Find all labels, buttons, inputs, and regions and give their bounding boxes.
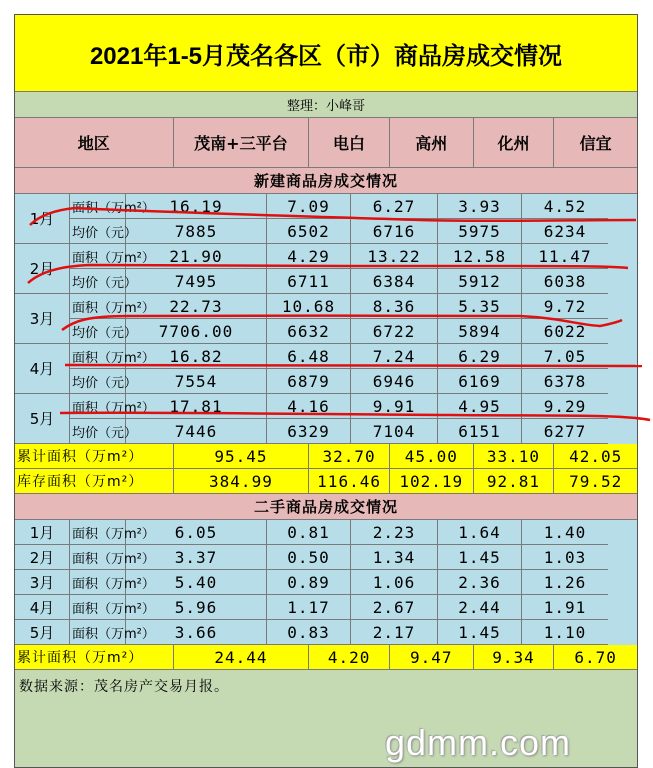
table-cell: 2.44 <box>438 595 522 620</box>
table-cell: 0.83 <box>267 620 351 645</box>
table-cell: 7706.00 <box>126 319 267 344</box>
month-label: 2月 <box>15 244 70 294</box>
table-row <box>70 369 637 394</box>
table-cell: 6879 <box>267 369 351 394</box>
table-cell: 8.36 <box>351 294 438 319</box>
table-cell: 5975 <box>438 219 522 244</box>
table-cell: 0.81 <box>267 520 351 545</box>
table-cell: 2.36 <box>438 570 522 595</box>
table-cell: 45.00 <box>390 444 474 469</box>
table-cell: 1.64 <box>438 520 522 545</box>
table-row <box>70 194 637 219</box>
column-header: 信宜 <box>554 118 637 168</box>
row-label: 均价（元） <box>70 419 126 444</box>
table-cell: 6022 <box>522 319 608 344</box>
month-block <box>15 294 637 344</box>
table-cell: 13.22 <box>351 244 438 269</box>
column-header-row <box>15 118 637 168</box>
table-cell: 6.05 <box>126 520 267 545</box>
table-cell: 6711 <box>267 269 351 294</box>
table-cell: 6169 <box>438 369 522 394</box>
table-cell: 1.45 <box>438 620 522 645</box>
region-header: 地区 <box>15 118 174 168</box>
table-cell: 6277 <box>522 419 608 444</box>
table-cell: 1.06 <box>351 570 438 595</box>
table-cell: 21.90 <box>126 244 267 269</box>
row-label: 面积（万m²） <box>70 194 126 219</box>
month-label: 1月 <box>15 194 70 244</box>
month-block <box>15 570 637 595</box>
table-cell: 9.91 <box>351 394 438 419</box>
row-label: 均价（元） <box>70 219 126 244</box>
section-title-new: 新建商品房成交情况 <box>15 168 637 194</box>
watermark: gdmm.com <box>385 722 572 763</box>
row-label: 均价（元） <box>70 269 126 294</box>
table-cell: 6.27 <box>351 194 438 219</box>
table-cell: 0.89 <box>267 570 351 595</box>
table-cell: 6.48 <box>267 344 351 369</box>
month-label: 1月 <box>15 520 70 545</box>
table-cell: 5894 <box>438 319 522 344</box>
table-row <box>70 219 637 244</box>
table-cell: 4.52 <box>522 194 608 219</box>
row-label: 面积（万m²） <box>70 294 126 319</box>
month-block <box>15 244 637 294</box>
table-cell: 6.29 <box>438 344 522 369</box>
table-cell: 7.09 <box>267 194 351 219</box>
row-label: 面积（万m²） <box>70 244 126 269</box>
table-cell: 6234 <box>522 219 608 244</box>
column-header: 茂南+三平台 <box>174 118 310 168</box>
month-block <box>15 520 637 545</box>
table-cell: 7495 <box>126 269 267 294</box>
table-cell: 6502 <box>267 219 351 244</box>
table-cell: 2.67 <box>351 595 438 620</box>
month-label: 2月 <box>15 545 70 570</box>
table-cell: 9.47 <box>390 645 474 670</box>
table-cell: 1.10 <box>522 620 608 645</box>
table-row <box>70 620 637 645</box>
row-label: 均价（元） <box>70 319 126 344</box>
table-cell: 17.81 <box>126 394 267 419</box>
row-label: 累计面积（万m²） <box>15 645 174 670</box>
month-block <box>15 620 637 645</box>
table-row <box>70 269 637 294</box>
footer-note <box>15 670 637 767</box>
table-cell: 7446 <box>126 419 267 444</box>
row-label: 面积（万m²） <box>70 620 126 645</box>
table-cell: 1.34 <box>351 545 438 570</box>
table-cell: 1.45 <box>438 545 522 570</box>
table-cell: 12.58 <box>438 244 522 269</box>
table-row <box>70 294 637 319</box>
row-label: 累计面积（万m²） <box>15 444 174 469</box>
table-cell: 116.46 <box>309 469 390 494</box>
table-cell: 92.81 <box>474 469 555 494</box>
table-cell: 6038 <box>522 269 608 294</box>
row-label: 面积（万m²） <box>70 595 126 620</box>
table-cell: 6378 <box>522 369 608 394</box>
table-cell: 2.17 <box>351 620 438 645</box>
table-cell: 7104 <box>351 419 438 444</box>
month-block <box>15 394 637 444</box>
table-cell: 5.96 <box>126 595 267 620</box>
table-cell: 0.50 <box>267 545 351 570</box>
table-cell: 384.99 <box>174 469 310 494</box>
row-label: 面积（万m²） <box>70 394 126 419</box>
row-label: 面积（万m²） <box>70 570 126 595</box>
table-cell: 6151 <box>438 419 522 444</box>
month-label: 3月 <box>15 294 70 344</box>
table-cell: 7885 <box>126 219 267 244</box>
month-label: 5月 <box>15 394 70 444</box>
row-label: 均价（元） <box>70 369 126 394</box>
table-cell: 9.34 <box>474 645 555 670</box>
month-label: 3月 <box>15 570 70 595</box>
table-row <box>70 394 637 419</box>
table-cell: 10.68 <box>267 294 351 319</box>
column-header: 化州 <box>474 118 555 168</box>
table-cell: 6384 <box>351 269 438 294</box>
table-cell: 9.29 <box>522 394 608 419</box>
data-table <box>14 14 638 768</box>
table-row <box>70 319 637 344</box>
table-row <box>70 419 637 444</box>
cumulative-new-row <box>15 444 637 469</box>
table-cell: 7.05 <box>522 344 608 369</box>
table-cell: 3.66 <box>126 620 267 645</box>
table-cell: 6632 <box>267 319 351 344</box>
second-hand-rows <box>15 520 637 645</box>
month-block <box>15 545 637 570</box>
table-cell: 5912 <box>438 269 522 294</box>
table-cell: 7.24 <box>351 344 438 369</box>
table-cell: 1.26 <box>522 570 608 595</box>
month-block <box>15 344 637 394</box>
table-cell: 6946 <box>351 369 438 394</box>
table-cell: 79.52 <box>554 469 637 494</box>
table-cell: 16.82 <box>126 344 267 369</box>
table-row <box>70 545 637 570</box>
table-cell: 33.10 <box>474 444 555 469</box>
table-row <box>70 595 637 620</box>
table-cell: 3.37 <box>126 545 267 570</box>
table-cell: 42.05 <box>554 444 637 469</box>
data-source: 数据来源：茂名房产交易月报。 <box>19 679 229 695</box>
new-housing-rows <box>15 194 637 444</box>
table-cell: 1.91 <box>522 595 608 620</box>
table-cell: 4.29 <box>267 244 351 269</box>
credit-line: 整理：小峰哥 <box>15 92 637 118</box>
row-label: 面积（万m²） <box>70 520 126 545</box>
table-cell: 1.17 <box>267 595 351 620</box>
table-cell: 24.44 <box>174 645 310 670</box>
row-label: 面积（万m²） <box>70 545 126 570</box>
table-title: 2021年1-5月茂名各区（市）商品房成交情况 <box>15 15 637 92</box>
row-label: 库存面积（万m²） <box>15 469 174 494</box>
table-cell: 6.70 <box>554 645 637 670</box>
table-cell: 95.45 <box>174 444 310 469</box>
table-cell: 1.03 <box>522 545 608 570</box>
section-title-second: 二手商品房成交情况 <box>15 494 637 520</box>
table-cell: 6329 <box>267 419 351 444</box>
table-row <box>70 344 637 369</box>
month-block <box>15 595 637 620</box>
table-cell: 11.47 <box>522 244 608 269</box>
table-cell: 3.93 <box>438 194 522 219</box>
inventory-row <box>15 469 637 494</box>
cumulative-second-row <box>15 645 637 670</box>
column-header: 高州 <box>390 118 474 168</box>
table-cell: 22.73 <box>126 294 267 319</box>
table-cell: 1.40 <box>522 520 608 545</box>
table-cell: 4.20 <box>309 645 390 670</box>
month-block <box>15 194 637 244</box>
table-cell: 4.16 <box>267 394 351 419</box>
table-cell: 4.95 <box>438 394 522 419</box>
table-cell: 102.19 <box>390 469 474 494</box>
table-cell: 2.23 <box>351 520 438 545</box>
month-label: 5月 <box>15 620 70 645</box>
month-label: 4月 <box>15 344 70 394</box>
table-cell: 9.72 <box>522 294 608 319</box>
table-row <box>70 244 637 269</box>
table-cell: 16.19 <box>126 194 267 219</box>
table-cell: 32.70 <box>309 444 390 469</box>
table-cell: 5.40 <box>126 570 267 595</box>
table-cell: 5.35 <box>438 294 522 319</box>
table-cell: 6716 <box>351 219 438 244</box>
table-row <box>70 520 637 545</box>
row-label: 面积（万m²） <box>70 344 126 369</box>
table-cell: 7554 <box>126 369 267 394</box>
column-header: 电白 <box>309 118 390 168</box>
table-row <box>70 570 637 595</box>
table-cell: 6722 <box>351 319 438 344</box>
month-label: 4月 <box>15 595 70 620</box>
